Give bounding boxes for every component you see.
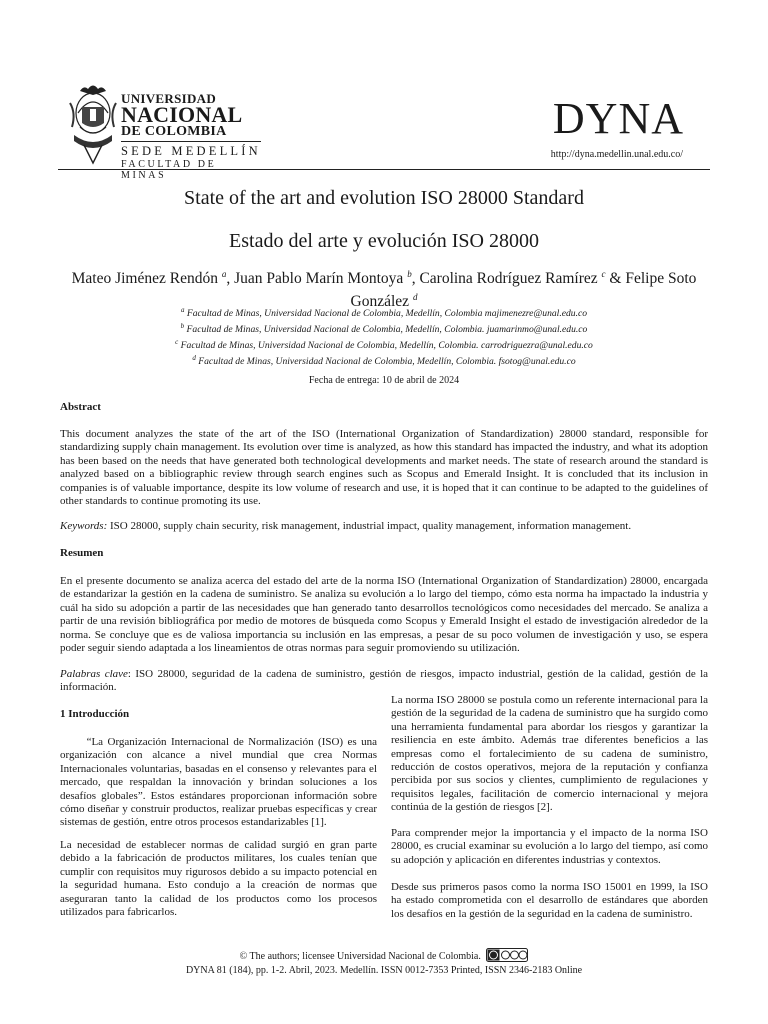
title-spanish: Estado del arte y evolución ISO 28000 <box>229 230 539 252</box>
intro-right-para-2: Para comprender mejor la importancia y el impacto de la norma ISO 28000, es crucial examinar su evolución a lo largo del tiempo, así como su adopción y aplicación en diferentes industrias y contextos. <box>391 827 708 866</box>
affiliation-text: Facultad de Minas, Universidad Nacional de Colombia, Medellín, Colombia. juamarinmo@unal.edu.co <box>184 324 588 335</box>
header-divider <box>58 169 710 170</box>
affiliation-line <box>0 320 768 336</box>
logo-line-nacional: NACIONAL <box>121 102 243 127</box>
author-affiliation-mark: d <box>412 292 418 302</box>
keywords-label: Keywords: <box>60 520 108 532</box>
logo-line-facultad: FACULTAD DE MINAS <box>121 159 217 181</box>
intro-heading: 1 Introducción <box>60 708 130 720</box>
affiliation-line <box>0 336 768 352</box>
author-name: Mateo Jiménez Rendón <box>71 270 218 287</box>
author-affiliation-mark: c <box>601 269 606 279</box>
palabras-clave-label: Palabras clave <box>60 668 128 680</box>
cc-by-nc-nd-icon <box>486 948 528 962</box>
intro-right-para-3: Desde sus primeros pasos como la norma ISO 15001 en 1999, la ISO ha estado comprometida con el desarrollo de estándares que aborden los desafíos en la gestión de la seguridad en la cadena de suministro. <box>391 881 708 920</box>
author-affiliation-mark: a <box>221 269 227 279</box>
intro-right-para-1: La norma ISO 28000 se postula como un referente internacional para la gestión de la seguridad de la cadena de suministro que ha surgido como una herramienta fundamental para abordar los riesgos y garantizar la resiliencia en este ámbito. Además trae diferentes beneficios a las empresas como el fortalecimiento de su cadena de suministro, reducción de costos operativos, mejora de la reputación y confianza percibida por sus socios y clientes, cumplimiento de regulaciones y requisitos legales, facilitación de comercio internacional y mejora continúa de la gestión de riesgos [2]. <box>391 694 708 814</box>
resumen-keywords <box>60 668 708 695</box>
author-name: Carolina Rodríguez Ramírez <box>419 270 598 287</box>
logo-line-sede: SEDE MEDELLÍN <box>121 144 261 158</box>
author-name: Felipe Soto González <box>350 270 697 310</box>
author-name: Juan Pablo Marín Montoya <box>234 270 404 287</box>
title-english: State of the art and evolution ISO 28000 Standard <box>184 187 584 209</box>
abstract-heading: Abstract <box>60 401 101 413</box>
affiliation-mark: d <box>192 354 196 362</box>
logo-wordmark <box>121 92 261 181</box>
affiliation-text: Facultad de Minas, Universidad Nacional de Colombia, Medellín, Colombia majimenezre@unal.edu.co <box>184 308 588 319</box>
affiliation-line <box>0 304 768 320</box>
abstract-keywords <box>60 520 708 533</box>
intro-left-para-2: La necesidad de establecer normas de calidad surgió en gran parte debido a la fabricación de productos militares, los cuales tenían que cumplir con requisitos muy rigurosos debido a su impacto potencial en la seguridad humana. Esto condujo a la creación de normas que aseguraran tanto la calidad de los productos como los procesos utilizados para fabricarlos. <box>60 839 377 919</box>
footer-license <box>0 948 768 963</box>
author-affiliation-mark: b <box>407 269 412 279</box>
journal-url-link[interactable]: http://dyna.medellin.unal.edu.co/ <box>550 149 683 160</box>
license-text: © The authors; licensee Universidad Nacional de Colombia. <box>239 951 481 962</box>
affiliation-text: Facultad de Minas, Universidad Nacional de Colombia, Medellín, Colombia. fsotog@unal.edu.co <box>195 356 576 367</box>
intro-left-para-1: “La Organización Internacional de Normalización (ISO) es una organización con alcance a nivel mundial que crea Normas Internacionales voluntarias, basadas en el consenso y relevantes para el mercado, que respaldan la innovación y brindan soluciones a los desafíos globales”. Estos estándares proporcionan información sobre cómo diseñar y construir productos, realizar pruebas específicas y crear sistemas de gestión, entre otros procesos estandarizables [1]. <box>60 736 377 829</box>
resumen-heading: Resumen <box>60 547 104 559</box>
footer-citation: DYNA 81 (184), pp. 1-2. Abril, 2023. Medellín. ISSN 0012-7353 Printed, ISSN 2346-2183 Online <box>185 965 583 976</box>
keywords-list: ISO 28000, supply chain security, risk management, industrial impact, quality management, information management. <box>107 520 632 532</box>
university-seal-icon <box>68 83 118 165</box>
affiliation-text: Facultad de Minas, Universidad Nacional de Colombia, Medellín, Colombia. carrodriguezra@unal.edu.co <box>178 340 593 351</box>
affiliation-mark: c <box>175 338 179 346</box>
abstract-text: This document analyzes the state of the art of the ISO (International Organization of Standardization) 28000 standard, responsible for standardizing supply chain management. Its evolution over time is analyzed, as how this standard has impacted the industry, and what its adoption has been based on the needs that have generated both technological developments and market needs. The state of research around the standard is analyzed based on a bibliographic review through search engines such as Scopus and Emerald Insight. It is concluded that its inclusion in companies is of valuable importance, despite its low volume of research and use, it is hoped that it can continue to be adapted to the guidelines of other standards to continue promoting its use. <box>60 428 708 508</box>
resumen-text: En el presente documento se analiza acerca del estado del arte de la norma ISO (International Organization of Standardization) 28000, encargada de estandarizar la gestión en la cadena de suministro. Se analiza su evolución a lo largo del tiempo, cómo esta norma ha impactado la industria y cuál ha sido su adopción a partir de las necesidades que han generado tanto desarrollos tecnológicos como necesidades del mercado. Se analiza a partir de una revisión bibliográfica por medio de motores de búsqueda como Scopus y Emerald Insight el estado de investigación alrededor de la norma. Se concluye que es de valiosa importancia su inclusión en las empresas, a pesar de su poco volumen de investigación y uso, se espera poder seguir siendo adaptada a los lineamientos de otras normas para seguir promoviendo su utilización. <box>60 575 708 655</box>
logo-line-universidad: UNIVERSIDAD <box>121 91 217 106</box>
university-logo <box>68 83 261 181</box>
affiliation-line <box>0 352 768 368</box>
palabras-clave-list: : ISO 28000, seguridad de la cadena de suministro, gestión de riesgos, impacto industrial, gestión de la calidad, gestión de la información. <box>60 668 709 694</box>
affiliation-mark: b <box>180 322 185 330</box>
submission-date: Fecha de entrega: 10 de abril de 2024 <box>308 375 460 386</box>
journal-name: DYNA <box>552 94 684 143</box>
author-list: Mateo Jiménez Rendón $^a$, Juan Pablo Marín Montoya $^b$, Carolina Rodríguez Ramírez $^c$ & Felipe Soto González $^d$ <box>71 269 697 310</box>
affiliation-mark: a <box>180 306 185 314</box>
logo-line-de-colombia: DE COLOMBIA <box>121 125 261 142</box>
affiliation-list <box>0 304 768 368</box>
